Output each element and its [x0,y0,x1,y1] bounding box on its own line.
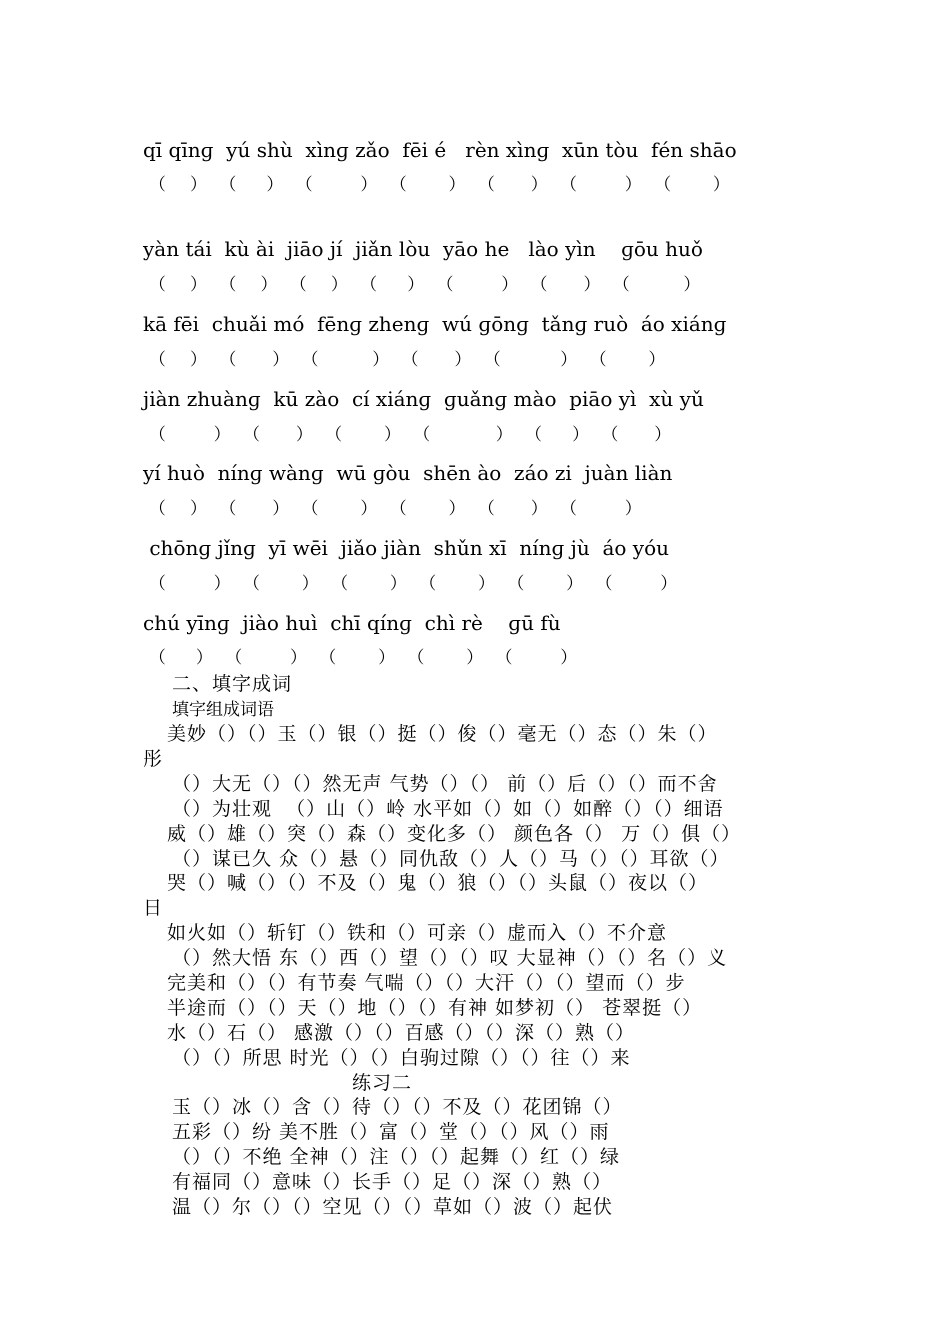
practice-title: 练习二 [352,1072,413,1094]
answer-brackets-row-3: （ ） （ ） （ ） （ ） （ ） （ ） [143,350,666,370]
fill-line-8: 日 [143,897,164,919]
answer-brackets-row-5: （ ） （ ） （ ） （ ） （ ） （ ） [143,499,643,519]
answer-brackets-row-1: （ ） （ ） （ ） （ ） （ ） （ ） （ ） [143,175,731,195]
fill-line-3: （）大无（）（）然无声 气势（）（） 前（）后（）（）而不舍 [172,773,718,795]
fill-line-2: 彤 [143,748,164,770]
answer-brackets-row-7: （ ） （ ） （ ） （ ） （ ） [143,648,578,668]
practice-line-4: 有福同（）意味（）长手（）足（）深（）熟（） [172,1171,613,1193]
answer-brackets-row-4: （ ） （ ） （ ） （ ） （ ） （ ） [143,425,672,445]
fill-line-7: 哭（）喊（）（）不及（）鬼（）狼（）（）头鼠（）夜以（） [167,872,709,894]
fill-line-10: （）然大悟 东（）西（）望（）（）叹 大显神（）（）名（）义 [172,947,728,969]
pinyin-row-1: qī qīnɡ yú shù xìnɡ zǎo fēi é rèn xìnɡ xūn tòu fén shāo [143,138,737,162]
practice-line-1: 玉（）冰（）含（）待（）（）不及（）花团锦（） [172,1096,623,1118]
pinyin-row-6: chōnɡ jǐnɡ yī wēi jiǎo jiàn shǔn xī nínɡ jù áo yóu [143,536,669,560]
practice-line-2: 五彩（）纷 美不胜（）富（）堂（）（）风（）雨 [172,1121,610,1143]
fill-line-12: 半途而（）（）天（）地（）（）有神 如梦初（） 苍翠挺（） [167,997,703,1019]
fill-line-14: （）（）所思 时光（）（）白驹过隙（）（）往（）来 [172,1047,631,1069]
pinyin-row-5: yí huò nínɡ wànɡ wū ɡòu shēn ào záo zi juàn liàn [143,461,673,485]
fill-line-9: 如火如（）斩钉（）铁和（）可亲（）虚而入（）不介意 [167,922,668,944]
section-subheading: 填字组成词语 [172,700,274,720]
pinyin-row-2: yàn tái kù ài jiāo jí jiǎn lòu yāo he lào yìn ɡōu huǒ [143,237,703,261]
fill-line-11: 完美和（）（）有节奏 气喘（）（）大汗（）（）望而（）步 [167,972,686,994]
pinyin-row-7: chú yīnɡ jiào huì chī qínɡ chì rè ɡū fù [143,611,561,635]
pinyin-row-4: jiàn zhuànɡ kū zào cí xiánɡ ɡuǎnɡ mào piāo yì xù yǔ [143,387,704,411]
answer-brackets-row-6: （ ） （ ） （ ） （ ） （ ） （ ） [143,574,678,594]
pinyin-row-3: kā fēi chuǎi mó fēnɡ zhenɡ wú ɡōnɡ tǎnɡ ruò áo xiánɡ [143,312,727,336]
practice-line-3: （）（）不绝 全神（）注（）（）起舞（）红（）绿 [172,1146,621,1168]
section-heading: 二、填字成词 [172,673,293,695]
practice-line-5: 温（）尔（）（）空见（）（）草如（）波（）起伏 [172,1196,614,1218]
fill-line-5: 威（）雄（）突（）森（）变化多（） 颜色各（） 万（）俱（） [167,823,742,845]
fill-line-1: 美妙（）（）玉（）银（）挺（）俊（）毫无（）态（）朱（） [167,723,718,745]
fill-line-6: （）谋已久 众（）悬（）同仇敌（）人（）马（）（）耳欲（） [172,848,730,870]
answer-brackets-row-2: （ ） （ ） （ ） （ ） （ ） （ ） （ ） [143,275,701,295]
fill-line-4: （）为壮观 （）山（）岭 水平如（）如（）如醉（）（）细语 [172,798,724,820]
fill-line-13: 水（）石（） 感激（）（）百感（）（）深（）熟（） [167,1022,636,1044]
